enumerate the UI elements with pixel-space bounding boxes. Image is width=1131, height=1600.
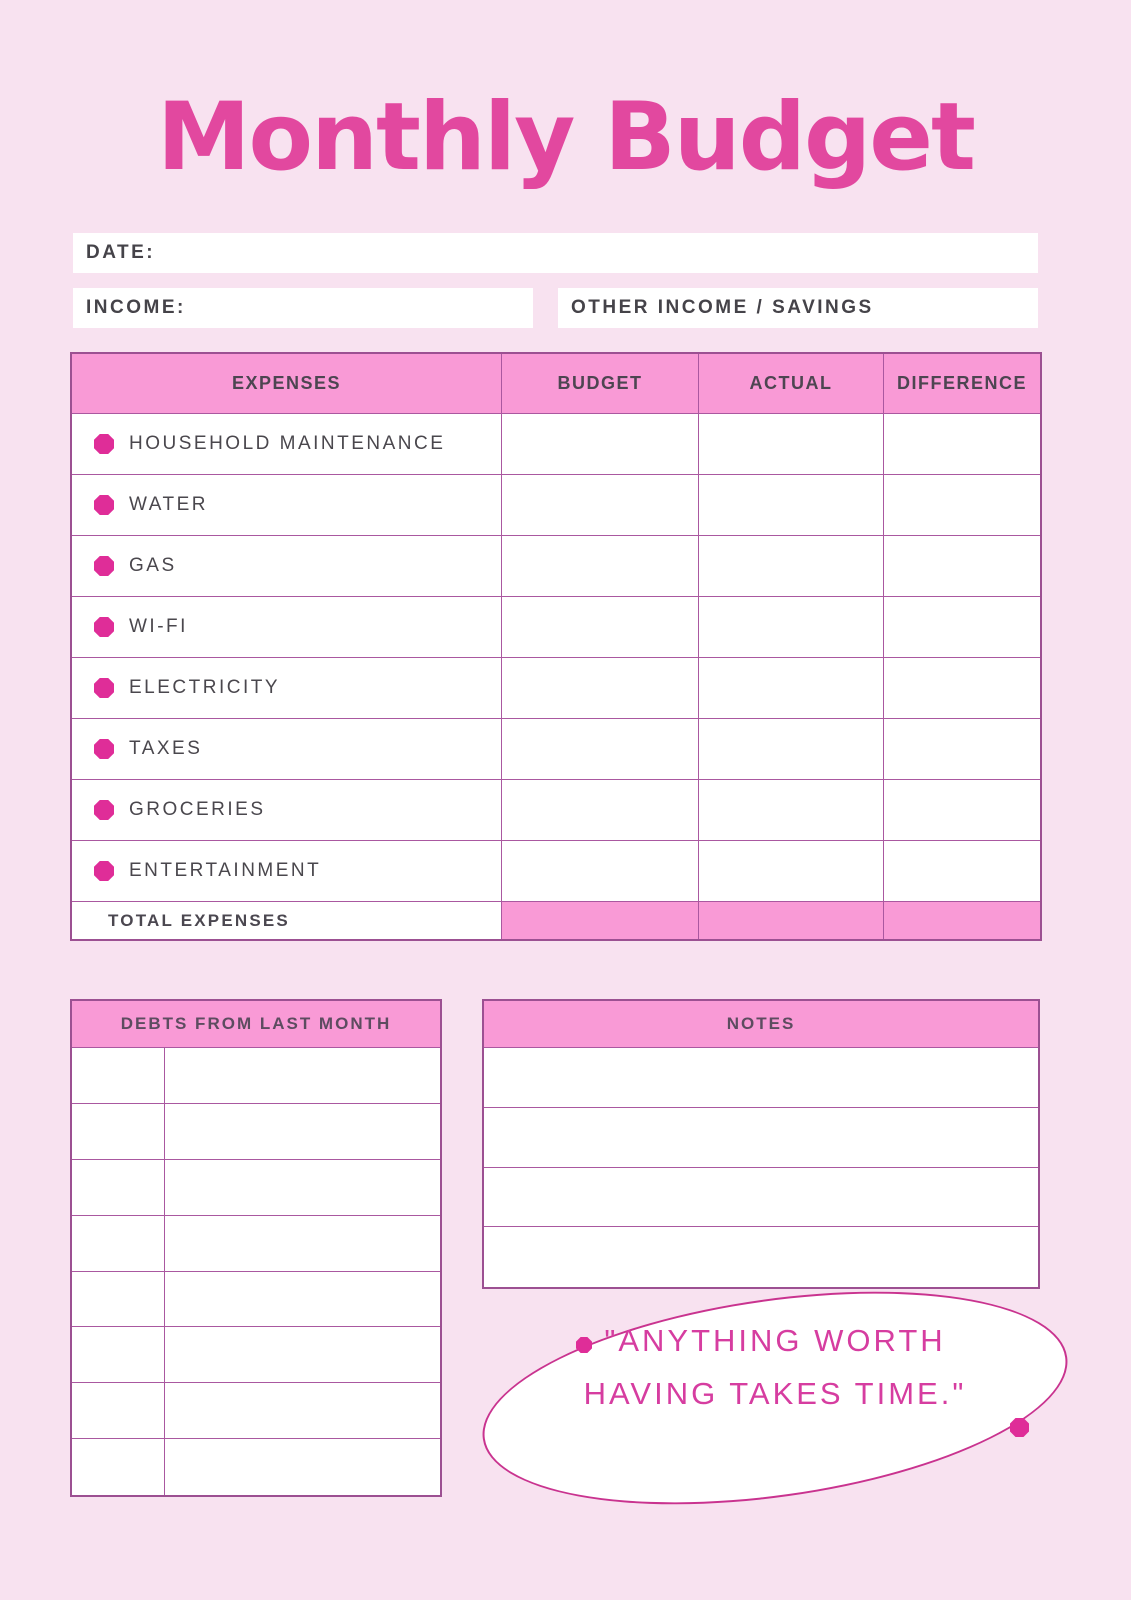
debt-row-8-amount-cell[interactable] xyxy=(72,1439,165,1495)
octagon-bullet-icon xyxy=(94,678,114,698)
expense-row-water xyxy=(72,475,502,536)
expense-wi-fi-budget-cell[interactable] xyxy=(502,597,699,658)
expense-water-actual-cell[interactable] xyxy=(699,475,884,536)
total-expenses-actual-cell[interactable] xyxy=(699,902,884,939)
expense-water-budget-cell[interactable] xyxy=(502,475,699,536)
debt-row-1-amount-cell[interactable] xyxy=(72,1048,165,1104)
expense-household-maintenance-difference-cell[interactable] xyxy=(884,414,1040,475)
total-expenses-label: TOTAL EXPENSES xyxy=(72,902,502,939)
expense-row-gas xyxy=(72,536,502,597)
expenses-header-budget: BUDGET xyxy=(502,354,699,414)
expense-row-taxes xyxy=(72,719,502,780)
debt-row-2-amount-cell[interactable] xyxy=(72,1104,165,1160)
expenses-header-actual: ACTUAL xyxy=(699,354,884,414)
octagon-dot-icon xyxy=(1010,1418,1029,1437)
debt-row-6-amount-cell[interactable] xyxy=(72,1327,165,1383)
debt-row-8-description-cell[interactable] xyxy=(165,1439,440,1495)
notes-line-3[interactable] xyxy=(484,1168,1038,1228)
expense-row-label: WATER xyxy=(129,494,208,515)
expense-electricity-actual-cell[interactable] xyxy=(699,658,884,719)
expense-row-wi-fi xyxy=(72,597,502,658)
debt-row-3-amount-cell[interactable] xyxy=(72,1160,165,1216)
expense-gas-difference-cell[interactable] xyxy=(884,536,1040,597)
expense-water-difference-cell[interactable] xyxy=(884,475,1040,536)
date-label: DATE: xyxy=(86,242,156,263)
expense-row-label: ENTERTAINMENT xyxy=(129,860,322,881)
expense-row-label: WI-FI xyxy=(129,616,188,637)
date-field[interactable] xyxy=(73,233,1038,273)
expense-row-label: HOUSEHOLD MAINTENANCE xyxy=(129,433,446,454)
debt-row-7-amount-cell[interactable] xyxy=(72,1383,165,1439)
expense-household-maintenance-budget-cell[interactable] xyxy=(502,414,699,475)
expense-row-label: TAXES xyxy=(129,738,203,759)
expense-taxes-actual-cell[interactable] xyxy=(699,719,884,780)
debts-table-title: DEBTS FROM LAST MONTH xyxy=(72,1001,440,1048)
expense-row-label: GROCERIES xyxy=(129,799,266,820)
expense-groceries-actual-cell[interactable] xyxy=(699,780,884,841)
expense-wi-fi-actual-cell[interactable] xyxy=(699,597,884,658)
debt-row-4-amount-cell[interactable] xyxy=(72,1216,165,1272)
expense-row-household-maintenance xyxy=(72,414,502,475)
notes-title: NOTES xyxy=(484,1001,1038,1048)
expense-row-label: GAS xyxy=(129,555,177,576)
debt-row-5-amount-cell[interactable] xyxy=(72,1272,165,1328)
octagon-bullet-icon xyxy=(94,434,114,454)
expenses-table xyxy=(70,352,1042,941)
debt-row-2-description-cell[interactable] xyxy=(165,1104,440,1160)
quote-line-2: HAVING TAKES TIME." xyxy=(583,1376,967,1411)
expense-electricity-budget-cell[interactable] xyxy=(502,658,699,719)
notes-section xyxy=(482,999,1040,1289)
expense-row-groceries xyxy=(72,780,502,841)
notes-line-2[interactable] xyxy=(484,1108,1038,1168)
expense-row-label: ELECTRICITY xyxy=(129,677,281,698)
expense-row-entertainment xyxy=(72,841,502,902)
total-expenses-difference-cell[interactable] xyxy=(884,902,1040,939)
expenses-header-expenses: EXPENSES xyxy=(72,354,502,414)
expenses-header-difference: DIFFERENCE xyxy=(884,354,1040,414)
expense-entertainment-actual-cell[interactable] xyxy=(699,841,884,902)
expense-row-electricity xyxy=(72,658,502,719)
debt-row-4-description-cell[interactable] xyxy=(165,1216,440,1272)
debts-from-last-month-table xyxy=(70,999,442,1497)
income-field[interactable] xyxy=(73,288,533,328)
page-title: Monthly Budget xyxy=(157,83,974,192)
debt-row-5-description-cell[interactable] xyxy=(165,1272,440,1328)
income-label: INCOME: xyxy=(86,297,186,318)
expense-groceries-budget-cell[interactable] xyxy=(502,780,699,841)
expense-taxes-budget-cell[interactable] xyxy=(502,719,699,780)
octagon-bullet-icon xyxy=(94,739,114,759)
expense-gas-actual-cell[interactable] xyxy=(699,536,884,597)
quote-line-1: "ANYTHING WORTH xyxy=(604,1323,946,1358)
notes-line-4[interactable] xyxy=(484,1227,1038,1287)
octagon-bullet-icon xyxy=(94,495,114,515)
octagon-bullet-icon xyxy=(94,556,114,576)
expense-household-maintenance-actual-cell[interactable] xyxy=(699,414,884,475)
expense-electricity-difference-cell[interactable] xyxy=(884,658,1040,719)
other-income-savings-field[interactable] xyxy=(558,288,1038,328)
notes-line-1[interactable] xyxy=(484,1048,1038,1108)
octagon-bullet-icon xyxy=(94,617,114,637)
expense-wi-fi-difference-cell[interactable] xyxy=(884,597,1040,658)
expense-gas-budget-cell[interactable] xyxy=(502,536,699,597)
octagon-bullet-icon xyxy=(94,861,114,881)
octagon-bullet-icon xyxy=(94,800,114,820)
expense-taxes-difference-cell[interactable] xyxy=(884,719,1040,780)
debt-row-3-description-cell[interactable] xyxy=(165,1160,440,1216)
expense-groceries-difference-cell[interactable] xyxy=(884,780,1040,841)
expense-entertainment-budget-cell[interactable] xyxy=(502,841,699,902)
total-expenses-budget-cell[interactable] xyxy=(502,902,699,939)
debt-row-6-description-cell[interactable] xyxy=(165,1327,440,1383)
expense-entertainment-difference-cell[interactable] xyxy=(884,841,1040,902)
quote-text xyxy=(495,1314,1055,1420)
other-income-savings-label: OTHER INCOME / SAVINGS xyxy=(571,297,874,318)
debt-row-7-description-cell[interactable] xyxy=(165,1383,440,1439)
debt-row-1-description-cell[interactable] xyxy=(165,1048,440,1104)
